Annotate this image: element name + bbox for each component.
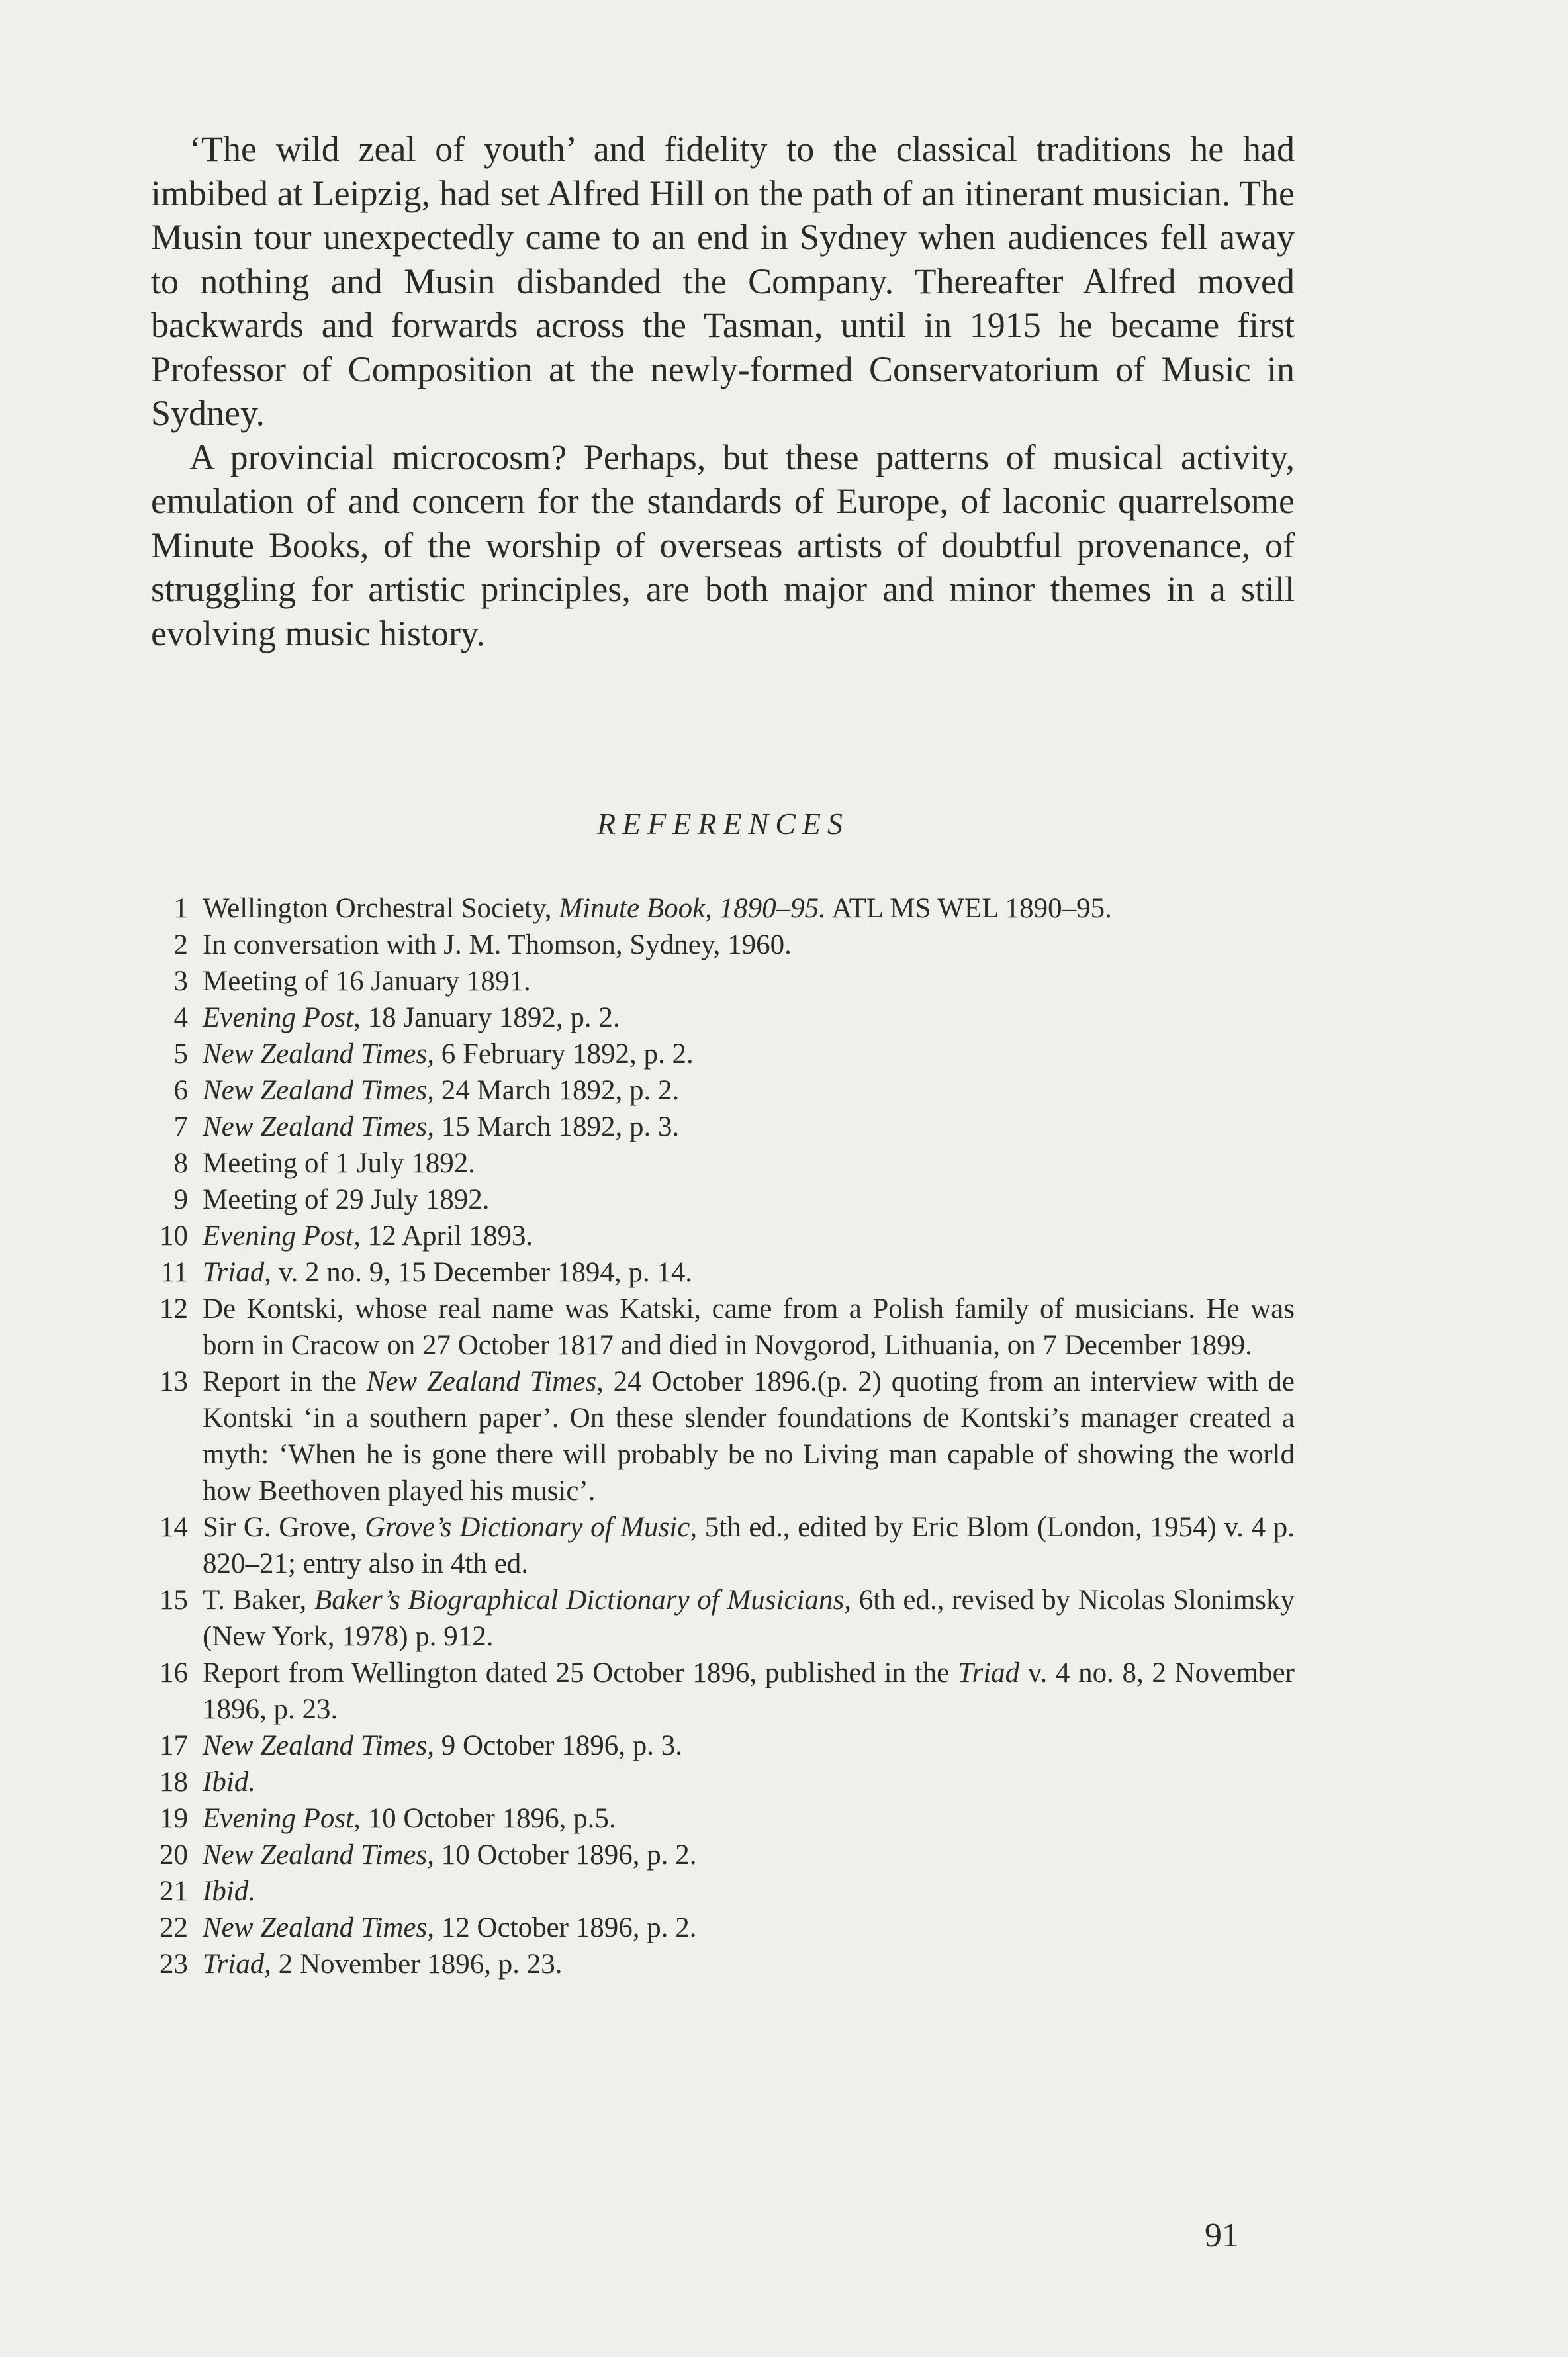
reference-item [151, 1181, 1295, 1218]
reference-item [151, 1109, 1295, 1145]
reference-title-italic: Triad [203, 1949, 265, 1980]
reference-title-italic: Minute Book, 1890–95. [559, 893, 826, 924]
reference-title-italic: Ibid. [203, 1876, 256, 1907]
reference-text [203, 1800, 1295, 1837]
reference-number: 3 [173, 966, 188, 997]
reference-title-italic: Evening Post [203, 1002, 354, 1033]
reference-text-run: Report in the [203, 1366, 367, 1397]
reference-text-run: T. Baker, [203, 1585, 315, 1616]
reference-item [151, 1655, 1295, 1728]
reference-number: 12 [160, 1293, 188, 1324]
reference-number: 6 [173, 1075, 188, 1106]
reference-text-run: Meeting of 29 July 1892. [203, 1184, 490, 1215]
page-number: 91 [1205, 2217, 1239, 2254]
reference-text [203, 1764, 1295, 1800]
reference-title-italic: Triad [957, 1657, 1020, 1688]
reference-text [203, 1655, 1295, 1728]
reference-item [151, 1764, 1295, 1800]
reference-text-run: In conversation with J. M. Thomson, Sydney, 1960. [203, 929, 792, 960]
reference-item [151, 1946, 1295, 1982]
reference-title-italic: New Zealand Times, [203, 1839, 435, 1871]
reference-number: 14 [160, 1512, 188, 1543]
reference-text-run: Meeting of 1 July 1892. [203, 1148, 476, 1179]
reference-title-italic: Baker’s Biographical Dictionary of Musicians, [314, 1585, 851, 1616]
reference-item [151, 1218, 1295, 1254]
reference-title-italic: Evening Post, [203, 1803, 361, 1834]
reference-text-run: 24 March 1892, p. 2. [434, 1075, 680, 1106]
reference-number: 2 [173, 929, 188, 960]
reference-item [151, 1837, 1295, 1873]
reference-item [151, 1800, 1295, 1837]
reference-title-italic: New Zealand Times, [203, 1075, 435, 1106]
reference-number: 5 [173, 1039, 188, 1070]
reference-text-run: 10 October 1896, p. 2. [434, 1839, 697, 1871]
reference-number: 16 [160, 1657, 188, 1688]
reference-text-run: Meeting of 16 January 1891. [203, 966, 531, 997]
reference-text [203, 1109, 1295, 1145]
reference-text-run: 6 February 1892, p. 2. [434, 1039, 694, 1070]
reference-title-italic: New Zealand Times [366, 1366, 597, 1397]
reference-text-run: 6th ed., revised by Nicolas Slonimsky (New York, 1978) p. 912. [203, 1585, 1295, 1652]
references-list [151, 890, 1295, 1982]
reference-number: 23 [160, 1949, 188, 1980]
reference-text-run: Wellington Orchestral Society, [203, 893, 559, 924]
reference-text [203, 1728, 1295, 1764]
reference-text [203, 963, 1295, 999]
reference-text [203, 1291, 1295, 1363]
reference-text-run: 9 October 1896, p. 3. [434, 1730, 683, 1761]
body-paragraph: A provincial microcosm? Perhaps, but these patterns of musical activity, emulation of and concern for the standards of Europe, of laconic quarrelsome Minute Books, of the worship of overseas artists of doubtful provenance, of struggling for artistic principles, are both major and minor themes in a still evolving music history. [151, 437, 1295, 653]
reference-text [203, 1145, 1295, 1181]
reference-item [151, 890, 1295, 927]
reference-item [151, 1509, 1295, 1582]
reference-item [151, 1145, 1295, 1181]
reference-number: 19 [160, 1803, 188, 1834]
reference-number: 10 [160, 1221, 188, 1252]
reference-item [151, 927, 1295, 963]
reference-text [203, 1181, 1295, 1218]
reference-text-run: , 2 November 1896, p. 23. [264, 1949, 563, 1980]
reference-title-italic: Grove’s Dictionary of Music, [365, 1512, 698, 1543]
reference-text [203, 1910, 1295, 1946]
body-text [151, 127, 1295, 655]
reference-text-run: , 24 October 1896.(p. 2) quoting from an interview with de Kontski ‘in a southern paper’. On these slender foundations de Kontski’s manager created a myth: ‘When he is gone there will probably be no Living man capable of showing the world how Beethoven played his music’. [203, 1366, 1295, 1506]
reference-text-run: , 18 January 1892, p. 2. [353, 1002, 620, 1033]
reference-title-italic: Evening Post, [203, 1221, 361, 1252]
reference-title-italic: New Zealand Times, [203, 1039, 435, 1070]
reference-number: 4 [173, 1002, 188, 1033]
reference-text [203, 1946, 1295, 1982]
reference-text [203, 1837, 1295, 1873]
reference-text [203, 1509, 1295, 1582]
body-paragraph: ‘The wild zeal of youth’ and fidelity to the classical traditions he had imbibed at Leipzig, had set Alfred Hill on the path of an itinerant musician. The Musin tour unexpectedly came to an end in Sydney when audiences fell away to nothing and Musin disbanded the Company. Thereafter Alfred moved backwards and forwards across the Tasman, until in 1915 he became first Professor of Composition at the newly-formed Conservatorium of Music in Sydney. [151, 129, 1295, 433]
reference-item [151, 1363, 1295, 1509]
reference-text-run: Sir G. Grove, [203, 1512, 365, 1543]
reference-text-run: , 12 October 1896, p. 2. [427, 1912, 697, 1943]
reference-text-run: ATL MS WEL 1890–95. [825, 893, 1112, 924]
reference-number: 7 [173, 1111, 188, 1142]
reference-text [203, 1873, 1295, 1910]
reference-item [151, 999, 1295, 1036]
reference-text-run: De Kontski, whose real name was Katski, came from a Polish family of musicians. He was born in Cracow on 27 October 1817 and died in Novgorod, Lithuania, on 7 December 1899. [203, 1293, 1295, 1361]
reference-title-italic: New Zealand Times, [203, 1730, 435, 1761]
reference-title-italic: New Zealand Times, [203, 1111, 435, 1142]
reference-item [151, 1036, 1295, 1072]
reference-item [151, 963, 1295, 999]
reference-title-italic: Ibid. [203, 1767, 256, 1798]
reference-text-run: 10 October 1896, p.5. [360, 1803, 616, 1834]
reference-number: 21 [160, 1876, 188, 1907]
reference-item [151, 1873, 1295, 1910]
reference-text-run: 15 March 1892, p. 3. [434, 1111, 680, 1142]
reference-text-run: , v. 2 no. 9, 15 December 1894, p. 14. [264, 1257, 693, 1288]
reference-text [203, 890, 1295, 927]
reference-number: 15 [160, 1585, 188, 1616]
reference-number: 20 [160, 1839, 188, 1871]
reference-number: 17 [160, 1730, 188, 1761]
reference-text [203, 999, 1295, 1036]
reference-text [203, 1218, 1295, 1254]
reference-item [151, 1072, 1295, 1109]
reference-text [203, 1072, 1295, 1109]
reference-text [203, 1363, 1295, 1509]
reference-text-run: Report from Wellington dated 25 October 1896, published in the [203, 1657, 958, 1688]
reference-number: 11 [160, 1257, 188, 1288]
reference-title-italic: New Zealand Times [203, 1912, 428, 1943]
reference-item [151, 1910, 1295, 1946]
reference-text [203, 1254, 1295, 1291]
reference-item [151, 1582, 1295, 1655]
reference-text-run: 5th ed., edited by Eric Blom (London, 1954) v. 4 p. 820–21; entry also in 4th ed. [203, 1512, 1295, 1579]
reference-text [203, 1582, 1295, 1655]
reference-number: 18 [160, 1767, 188, 1798]
reference-item [151, 1254, 1295, 1291]
reference-number: 8 [173, 1148, 188, 1179]
reference-title-italic: Triad [203, 1257, 265, 1288]
reference-number: 13 [160, 1366, 188, 1397]
reference-item [151, 1728, 1295, 1764]
reference-number: 22 [160, 1912, 188, 1943]
references-heading: REFERENCES [596, 807, 850, 841]
reference-number: 1 [173, 893, 188, 924]
reference-text-run: 12 April 1893. [360, 1221, 533, 1252]
reference-text [203, 1036, 1295, 1072]
reference-number: 9 [173, 1184, 188, 1215]
reference-item [151, 1291, 1295, 1363]
reference-text-run: v. 4 no. 8, 2 November 1896, p. 23. [203, 1657, 1295, 1725]
reference-text [203, 927, 1295, 963]
